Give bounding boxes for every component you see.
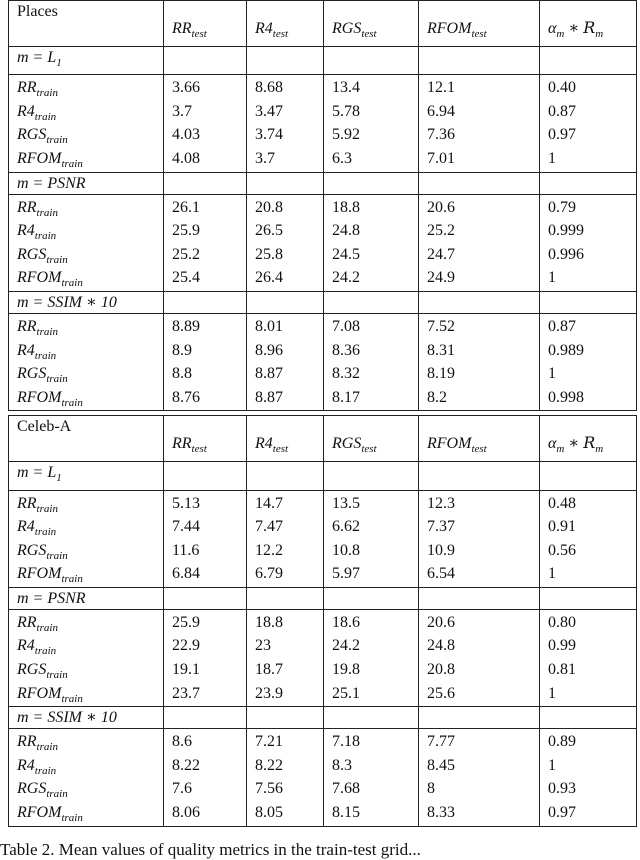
table-cell: 8.22 (172, 756, 200, 774)
table-cell: 18.8 (332, 198, 360, 216)
row-labels (9, 75, 164, 172)
table-cell: 24.5 (332, 245, 360, 263)
value-column (164, 194, 247, 291)
table-cell: 0.91 (548, 518, 576, 536)
table-cell: 5.78 (332, 102, 360, 120)
table-cell: 20.6 (427, 613, 455, 631)
empty-cell (164, 47, 247, 75)
empty-cell (419, 707, 540, 729)
table-cell: 8.01 (255, 317, 283, 335)
table-cell: 3.7 (172, 102, 192, 120)
table-caption: Table 2. Mean values of quality metrics in the train-test grid... (0, 840, 421, 859)
row-label: $R4_{train}$ (17, 756, 57, 778)
table-cell: 8.3 (332, 756, 352, 774)
dataset-name: Places (9, 1, 164, 47)
empty-cell (540, 291, 637, 313)
empty-cell (324, 462, 419, 490)
row-label: $RFOM_{train}$ (17, 149, 83, 171)
table-cell: 6.54 (427, 565, 455, 583)
table-cell: 0.97 (548, 804, 576, 822)
empty-cell (419, 587, 540, 609)
value-column (540, 194, 637, 291)
value-column (419, 609, 540, 706)
row-label: $RGS_{train}$ (17, 541, 68, 562)
table-cell: 11.6 (172, 541, 200, 559)
results-table-celeb-a (8, 415, 637, 826)
dataset-name: Celeb-A (9, 416, 164, 462)
table-cell: 8.05 (255, 804, 283, 822)
row-label: $RFOM_{train}$ (17, 804, 83, 825)
table-cell: 7.6 (172, 780, 192, 798)
value-column (247, 75, 324, 172)
table-cell: 23.7 (172, 684, 200, 702)
table-cell: 8.2 (427, 388, 447, 406)
table-cell: 3.47 (255, 102, 283, 120)
table-cell: 0.80 (548, 613, 576, 631)
table-cell: 5.97 (332, 565, 360, 583)
metric-label: m = PSNR (9, 172, 164, 194)
table-cell: 0.81 (548, 661, 576, 679)
table-cell: 1 (548, 756, 556, 774)
table-cell: 23.9 (255, 684, 283, 702)
table-cell: 18.8 (255, 613, 283, 631)
empty-cell (164, 172, 247, 194)
value-column (247, 609, 324, 706)
column-header: $RFOM_{test}$ (419, 416, 540, 462)
column-header: $\alpha_m$ ∗ $R_m$ (540, 416, 637, 462)
column-header: $RFOM_{test}$ (419, 1, 540, 47)
value-column (324, 194, 419, 291)
row-labels (9, 729, 164, 826)
table-cell: 6.3 (332, 149, 352, 167)
row-label: $RGS_{train}$ (17, 126, 68, 147)
table-cell: 8.45 (427, 756, 455, 774)
table-cell: 8.19 (427, 365, 455, 383)
column-header: $RR_{test}$ (164, 416, 247, 462)
empty-cell (419, 462, 540, 490)
value-column (419, 75, 540, 172)
value-column (164, 313, 247, 410)
table-cell: 25.8 (255, 245, 283, 263)
table-cell: 24.8 (427, 637, 455, 655)
table-cell: 19.8 (332, 661, 360, 679)
value-column (164, 609, 247, 706)
table-cell: 7.18 (332, 733, 360, 751)
row-labels (9, 313, 164, 410)
empty-cell (324, 587, 419, 609)
metric-label: m = SSIM ∗ 10 (9, 707, 164, 729)
table-cell: 24.7 (427, 245, 455, 263)
empty-cell (419, 47, 540, 75)
empty-cell (247, 172, 324, 194)
table-cell: 0.998 (548, 388, 584, 406)
table-cell: 0.48 (548, 494, 576, 512)
table-cell: 10.8 (332, 541, 360, 559)
row-label: $R4_{train}$ (17, 341, 57, 362)
column-header: $\alpha_m$ ∗ $R_m$ (540, 1, 637, 47)
empty-cell (247, 462, 324, 490)
row-label: $RGS_{train}$ (17, 661, 68, 682)
empty-cell (247, 587, 324, 609)
table-cell: 8.17 (332, 388, 360, 406)
table-cell: 8 (427, 780, 435, 798)
table-cell: 26.5 (255, 222, 283, 240)
row-label: $RFOM_{train}$ (17, 565, 83, 586)
table-cell: 14.7 (255, 494, 283, 512)
table-cell: 20.8 (255, 198, 283, 216)
table-cell: 23 (255, 637, 271, 655)
table-cell: 8.36 (332, 341, 360, 359)
row-label: $RR_{train}$ (17, 613, 58, 635)
table-cell: 8.22 (255, 756, 283, 774)
table-cell: 7.36 (427, 126, 455, 144)
row-label: $RFOM_{train}$ (17, 269, 83, 290)
table-cell: 0.87 (548, 102, 576, 120)
table-cell: 0.79 (548, 198, 576, 216)
column-header: $RGS_{test}$ (324, 416, 419, 462)
empty-cell (419, 172, 540, 194)
table-cell: 24.9 (427, 269, 455, 287)
value-column (540, 490, 637, 587)
value-column (164, 729, 247, 826)
empty-cell (164, 462, 247, 490)
table-cell: 8.76 (172, 388, 200, 406)
table-cell: 25.9 (172, 222, 200, 240)
table-cell: 6.79 (255, 565, 283, 583)
value-column (247, 194, 324, 291)
table-cell: 6.62 (332, 518, 360, 536)
metric-label: $m = L_1$ (9, 462, 164, 490)
table-cell: 20.6 (427, 198, 455, 216)
row-label: $RR_{train}$ (17, 198, 58, 219)
table-cell: 0.56 (548, 541, 576, 559)
table-cell: 8.89 (172, 317, 200, 335)
table-cell: 25.1 (332, 684, 360, 702)
table-cell: 0.999 (548, 222, 584, 240)
table-cell: 1 (548, 269, 556, 287)
table-cell: 8.31 (427, 341, 455, 359)
row-label: $R4_{train}$ (17, 102, 57, 123)
table-cell: 3.7 (255, 149, 275, 167)
table-cell: 3.74 (255, 126, 283, 144)
table-cell: 8.8 (172, 365, 192, 383)
table-cell: 20.8 (427, 661, 455, 679)
table-cell: 5.13 (172, 494, 200, 512)
table-cell: 7.37 (427, 518, 455, 536)
column-header: $R4_{test}$ (247, 416, 324, 462)
table-cell: 12.3 (427, 494, 455, 512)
row-label: $RGS_{train}$ (17, 245, 68, 266)
table-cell: 0.93 (548, 780, 576, 798)
table-cell: 24.2 (332, 637, 360, 655)
value-column (247, 729, 324, 826)
empty-cell (419, 291, 540, 313)
value-column (324, 313, 419, 410)
table-cell: 26.1 (172, 198, 200, 216)
empty-cell (164, 587, 247, 609)
table-cell: 8.06 (172, 804, 200, 822)
table-cell: 1 (548, 684, 556, 702)
table-cell: 1 (548, 149, 556, 167)
table-cell: 26.4 (255, 269, 283, 287)
empty-cell (540, 462, 637, 490)
empty-cell (540, 47, 637, 75)
empty-cell (324, 291, 419, 313)
table-cell: 8.32 (332, 365, 360, 383)
row-label: $RGS_{train}$ (17, 365, 68, 386)
table-cell: 13.4 (332, 79, 360, 97)
table-cell: 8.87 (255, 388, 283, 406)
value-column (540, 729, 637, 826)
row-labels (9, 609, 164, 706)
empty-cell (247, 47, 324, 75)
table-cell: 8.68 (255, 79, 283, 97)
tables-wrapper (8, 0, 637, 827)
column-header: $R4_{test}$ (247, 1, 324, 47)
table-cell: 8.9 (172, 341, 192, 359)
table-cell: 19.1 (172, 661, 200, 679)
table-cell: 25.6 (427, 684, 455, 702)
value-column (419, 194, 540, 291)
table-cell: 5.92 (332, 126, 360, 144)
table-cell: 6.84 (172, 565, 200, 583)
metric-label: $m = L_1$ (9, 47, 164, 75)
empty-cell (540, 587, 637, 609)
row-label: $RR_{train}$ (17, 317, 58, 339)
value-column (540, 609, 637, 706)
table-cell: 12.1 (427, 79, 455, 97)
value-column (247, 490, 324, 587)
table-cell: 8.87 (255, 365, 283, 383)
value-column (419, 313, 540, 410)
row-label: $RR_{train}$ (17, 79, 58, 100)
value-column (247, 313, 324, 410)
value-column (540, 313, 637, 410)
table-cell: 18.6 (332, 613, 360, 631)
table-cell: 7.77 (427, 733, 455, 751)
empty-cell (324, 172, 419, 194)
table-cell: 7.08 (332, 317, 360, 335)
table-cell: 8.15 (332, 804, 360, 822)
table-cell: 0.89 (548, 733, 576, 751)
empty-cell (540, 707, 637, 729)
table-cell: 8.33 (427, 804, 455, 822)
value-column (540, 75, 637, 172)
table-cell: 25.2 (427, 222, 455, 240)
table-cell: 25.9 (172, 613, 200, 631)
row-label: $RR_{train}$ (17, 733, 58, 754)
table-cell: 24.8 (332, 222, 360, 240)
row-label: $R4_{train}$ (17, 518, 57, 539)
table-cell: 8.6 (172, 733, 192, 751)
empty-cell (247, 707, 324, 729)
value-column (324, 75, 419, 172)
table-cell: 7.47 (255, 518, 283, 536)
empty-cell (324, 707, 419, 729)
table-cell: 7.52 (427, 317, 455, 335)
table-cell: 0.87 (548, 317, 576, 335)
value-column (419, 490, 540, 587)
table-cell: 3.66 (172, 79, 200, 97)
table-cell: 7.68 (332, 780, 360, 798)
value-column (324, 609, 419, 706)
table-cell: 1 (548, 565, 556, 583)
table-cell: 4.03 (172, 126, 200, 144)
table-cell: 7.01 (427, 149, 455, 167)
table-cell: 10.9 (427, 541, 455, 559)
table-cell: 0.989 (548, 341, 584, 359)
value-column (419, 729, 540, 826)
empty-cell (164, 707, 247, 729)
row-label: $R4_{train}$ (17, 222, 57, 243)
value-column (324, 729, 419, 826)
empty-cell (164, 291, 247, 313)
metric-label: m = SSIM ∗ 10 (9, 291, 164, 313)
value-column (164, 75, 247, 172)
row-label: $RFOM_{train}$ (17, 388, 83, 409)
table-cell: 7.56 (255, 780, 283, 798)
table-cell: 25.4 (172, 269, 200, 287)
row-labels (9, 194, 164, 291)
column-header: $RGS_{test}$ (324, 1, 419, 47)
column-header: $RR_{test}$ (164, 1, 247, 47)
table-cell: 4.08 (172, 149, 200, 167)
table-cell: 7.44 (172, 518, 200, 536)
table-cell: 18.7 (255, 661, 283, 679)
metric-label: m = PSNR (9, 587, 164, 609)
results-table-places (8, 0, 637, 411)
table-cell: 24.2 (332, 269, 360, 287)
table-cell: 7.21 (255, 733, 283, 751)
value-column (164, 490, 247, 587)
value-column (324, 490, 419, 587)
table-cell: 25.2 (172, 245, 200, 263)
empty-cell (540, 172, 637, 194)
table-cell: 0.996 (548, 245, 584, 263)
table-cell: 0.99 (548, 637, 576, 655)
table-cell: 8.96 (255, 341, 283, 359)
table-cell: 1 (548, 365, 556, 383)
empty-cell (247, 291, 324, 313)
row-label: $RR_{train}$ (17, 494, 58, 515)
row-label: $RGS_{train}$ (17, 780, 68, 801)
table-cell: 13.5 (332, 494, 360, 512)
empty-cell (324, 47, 419, 75)
table-cell: 12.2 (255, 541, 283, 559)
row-label: $R4_{train}$ (17, 637, 57, 658)
table-cell: 6.94 (427, 102, 455, 120)
row-label: $RFOM_{train}$ (17, 684, 83, 705)
row-labels (9, 490, 164, 587)
table-cell: 22.9 (172, 637, 200, 655)
table-cell: 0.40 (548, 79, 576, 97)
table-cell: 0.97 (548, 126, 576, 144)
